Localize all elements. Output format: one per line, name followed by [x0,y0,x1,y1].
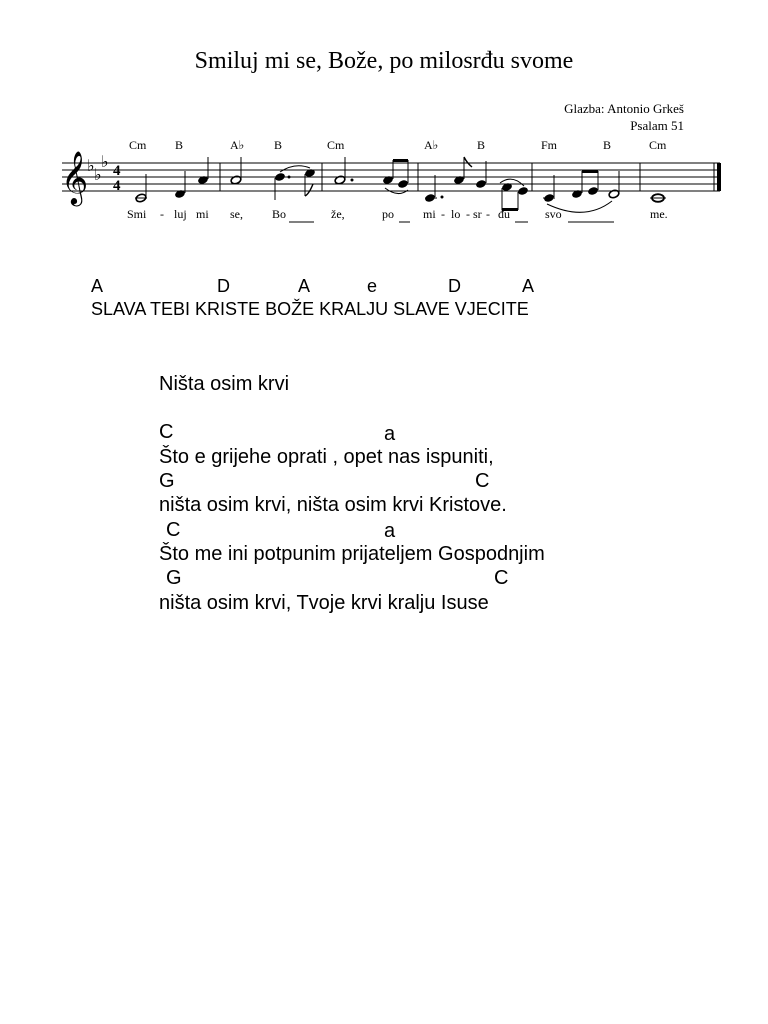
score-chord: B [274,138,283,152]
score-chord: Fm [541,138,558,152]
line-chord: C [475,470,490,492]
measure-3 [334,157,409,194]
score-chord: Cm [327,138,345,152]
lyric-syllable: mi [196,207,209,221]
line-chord: G [159,470,175,492]
music-score [0,130,768,230]
lyric-syllable: Smi [127,207,147,221]
lyric-line: Što e grijehe oprati , opet nas ispuniti, [159,446,494,468]
time-signature-top: 4 [113,163,121,179]
lyric-syllable: se, [230,207,243,221]
score-chord: A♭ [424,138,439,152]
lyric-line: ništa osim krvi, ništa osim krvi Kristove. [159,494,507,516]
lyric-syllable: mi [423,207,436,221]
line-chord: a [384,423,396,445]
refrain-chord: A [522,276,535,296]
time-signature-bottom: 4 [113,178,121,194]
lyric-hyphen: - [160,207,164,221]
lyric-syllable: me. [650,207,668,221]
lyric-syllable: luj [174,207,187,221]
lyric-hyphen: - [466,207,470,221]
treble-clef-icon: 𝄞 [61,150,89,204]
lyric-syllable: đu [498,207,510,221]
refrain-text: SLAVA TEBI KRISTE BOŽE KRALJU SLAVE VJECITE [91,299,529,319]
lyric-hyphen: - [441,207,445,221]
song-title: Smiluj mi se, Bože, po milosrđu svome [194,48,574,74]
lyric-syllable: sr [473,207,482,221]
lyric-hyphen: - [486,207,490,221]
score-chord: B [175,138,184,152]
svg-text:♭: ♭ [101,152,109,171]
refrain-chord: e [367,276,378,296]
refrain-chord: A [298,276,311,296]
measure-6 [650,194,666,202]
score-chord: Cm [129,138,147,152]
score-chord: B [477,138,486,152]
line-chord: C [166,519,181,541]
lyric-line: Što me ini potpunim prijateljem Gospodnjim [159,543,545,565]
lyric-syllable: svo [545,207,562,221]
composer-credit: Glazba: Antonio Grkeš [564,101,684,116]
song2-title: Ništa osim krvi [159,373,290,395]
score-chord: A♭ [230,138,245,152]
score-chord: Cm [649,138,667,152]
lyric-syllable: že, [331,207,345,221]
refrain-chord: D [217,276,230,296]
line-chord: G [166,567,182,589]
line-chord: C [494,567,509,589]
lyric-syllable: Bo [272,207,287,221]
lyric-line: ništa osim krvi, Tvoje krvi kralju Isuse [159,592,489,614]
svg-text:♭: ♭ [94,165,102,184]
psalm-reference: Psalam 51 [630,118,684,133]
svg-text:♭: ♭ [87,156,95,175]
key-signature-flats [87,152,109,184]
refrain-chord: D [448,276,461,296]
refrain-chord: A [91,276,104,296]
line-chord: a [384,520,396,542]
line-chord: C [159,421,174,443]
lyric-syllable: po [382,207,394,221]
measure-1 [135,157,209,203]
score-chord: B [603,138,612,152]
lyric-syllable: lo [451,207,461,221]
final-bar-line [717,163,721,191]
